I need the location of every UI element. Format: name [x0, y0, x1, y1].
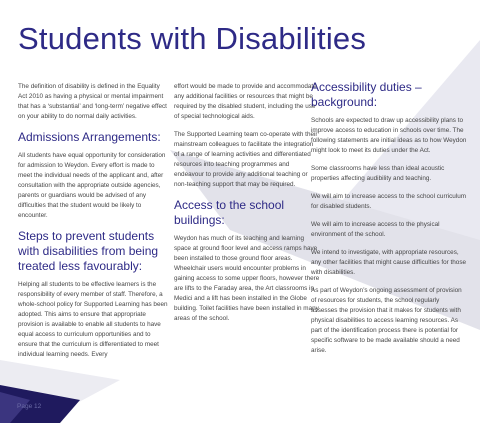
curriculum-paragraph: We will aim to increase access to the school curriculum for disabled students. [311, 193, 467, 210]
steps-paragraph: Helping all students to be effective learners is the responsibility of every member of staff. Therefore, a whole-school policy for Supported Learning has been adopted. This aims to ensure that appropriate provision is available to enable all students to have equal access to curriculum opportunities and to ensure that the curriculum is differentiated to meet individual learning needs. Every [18, 281, 168, 358]
physical-paragraph: We will aim to increase access to the physical environment of the school. [311, 221, 440, 238]
continued-paragraph: effort would be made to provide and accommodate any additional facilities or resources that might be required by the disabled student, including the use of special technological aids. [174, 83, 317, 120]
column-middle [174, 82, 320, 332]
admissions-paragraph: All students have equal opportunity for consideration for admission to Weydon. Every effort is made to meet the individual needs of the applicant and, after consultation with the appropriate outside agencies, parents or guardians would be advised of any difficulties that the student would be likely to encounter. [18, 152, 166, 219]
intro-paragraph: The definition of disability is defined in the Equality Act 2010 as having a physical or mental impairment that has a ‘substantial’ and ‘long-term’ negative effect on your ability to do normal daily activities. [18, 83, 167, 120]
access-paragraph: Weydon has much of its teaching and learning space at ground floor level and access ramps have been installed to those ground floor areas. Wheelchair users would encounter problems in gaining access to some upper floors, however there are lifts to the Faraday area, the Art classrooms in Medici and a lift has been installed in the Globe building. Toilet facilities have been installed in many areas of the school. [174, 235, 320, 322]
investigate-paragraph: We intend to investigate, with appropriate resources, any other facilities that might cause difficulties for those with disabilities. [311, 249, 467, 276]
admissions-heading: Admissions Arrangements: [18, 130, 161, 144]
team-paragraph: The Supported Learning team co-operate with their mainstream colleagues to facilitate the integration of a range of learning activities and differentiated resources into teaching programmes and endeavour to provide any additional teaching or non-teaching support that may be required. [174, 131, 318, 188]
steps-heading: Steps to prevent students with disabilities from being treated less favourably: [18, 229, 159, 273]
duties-paragraph: Schools are expected to draw up accessibility plans to improve access to education in schools over time. The following statements are initial ideas as to how Weydon might look to meet its duties under the Act. [311, 117, 467, 154]
access-heading: Access to the school buildings: [174, 198, 285, 227]
column-right [311, 80, 467, 364]
duties-heading: Accessibility duties – background: [311, 80, 422, 109]
review-paragraph: As part of Weydon’s ongoing assessment of provision of resources for students, the school regularly assesses the provision that it makes for students with physical disabilities to access learning resources. As part of the identification process there is potential for specific software to be made available should a need arise. [311, 287, 462, 354]
page-title: Students with Disabilities [18, 21, 367, 56]
classrooms-paragraph: Some classrooms have less than ideal acoustic properties affecting audibility and teaching. [311, 165, 445, 182]
page-number: Page 12 [17, 403, 42, 410]
column-left [18, 82, 168, 368]
